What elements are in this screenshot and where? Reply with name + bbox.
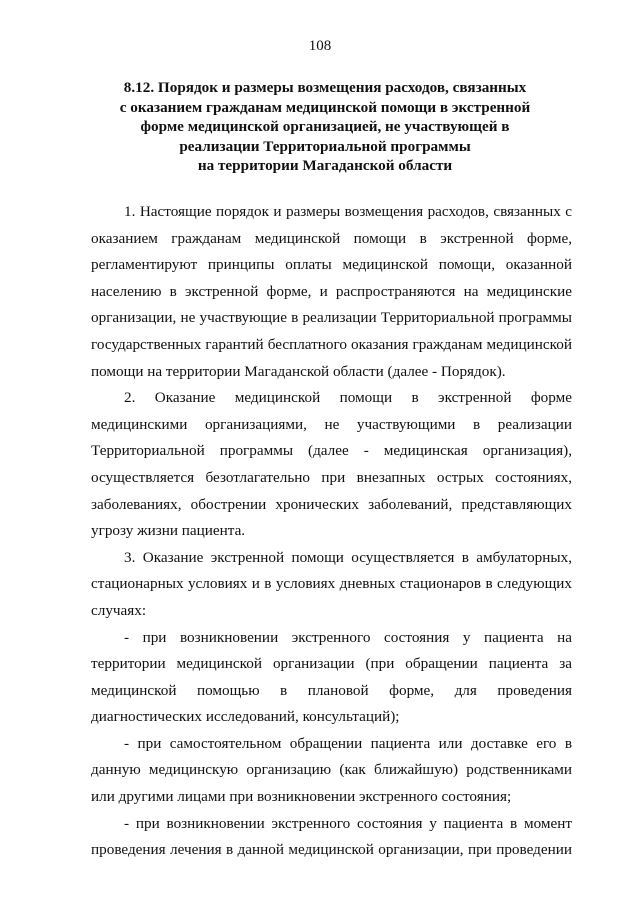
text-line: Территориальной программы (далее - медицинская организация),	[91, 442, 572, 460]
list-item-1	[91, 625, 572, 731]
text-line: населению в экстренной форме, и распространяются на медицинские	[91, 282, 572, 300]
text-line: угрозу жизни пациента.	[91, 522, 246, 540]
text-line: заболеваниях, обострении хронических заболеваний, представляющих	[91, 495, 572, 513]
text-line: территории медицинской организации (при обращении пациента за	[91, 655, 572, 673]
text-line: 3. Оказание экстренной помощи осуществляется в амбулаторных,	[124, 548, 572, 566]
text-line: организации, не участвующие в реализации Территориальной программы	[91, 309, 572, 327]
list-item-2	[91, 731, 572, 811]
heading-line: с оказанием гражданам медицинской помощи в экстренной	[119, 98, 531, 116]
paragraph-1	[91, 199, 572, 385]
list-item-3	[91, 811, 572, 864]
text-line: - при самостоятельном обращении пациента или доставке его в	[124, 734, 572, 752]
section-heading	[110, 78, 540, 176]
text-line: стационарных условиях и в условиях дневных стационаров в следующих	[91, 575, 572, 593]
text-line: - при возникновении экстренного состояния у пациента в момент	[124, 814, 572, 832]
page-number: 108	[308, 38, 332, 54]
text-line: проведения лечения в данной медицинской организации, при проведении	[91, 841, 572, 859]
text-line: медицинской помощью в плановой форме, для проведения	[91, 681, 572, 699]
text-line: - при возникновении экстренного состояния у пациента на	[124, 628, 572, 646]
text-line: государственных гарантий бесплатного оказания гражданам медицинской	[91, 335, 572, 353]
text-line: или другими лицами при возникновении экстренного состояния;	[91, 788, 512, 806]
text-line: диагностических исследований, консультаций);	[91, 708, 400, 726]
text-line: данную медицинскую организацию (как ближайшую) родственниками	[91, 761, 572, 779]
paragraph-2	[91, 385, 572, 545]
paragraph-3	[91, 545, 572, 625]
text-line: помощи на территории Магаданской области (далее - Порядок).	[91, 362, 506, 380]
heading-line: 8.12. Порядок и размеры возмещения расходов, связанных	[123, 79, 527, 96]
text-line: случаях:	[91, 601, 147, 619]
text-line: оказанием гражданам медицинской помощи в экстренной форме,	[91, 229, 572, 247]
text-line: регламентируют принципы оплаты медицинской помощи, оказанной	[91, 256, 572, 274]
heading-line: реализации Территориальной программы	[179, 137, 471, 155]
text-line: осуществляется безотлагательно при внезапных острых состояниях,	[91, 468, 572, 486]
heading-line: на территории Магаданской области	[197, 157, 453, 174]
text-line: 2. Оказание медицинской помощи в экстренной форме	[124, 389, 572, 407]
body-text	[91, 199, 572, 864]
text-line: 1. Настоящие порядок и размеры возмещения расходов, связанных с	[124, 203, 572, 220]
text-line: медицинскими организациями, не участвующими в реализации	[91, 415, 572, 433]
heading-line: форме медицинской организацией, не участвующей в	[140, 118, 510, 135]
